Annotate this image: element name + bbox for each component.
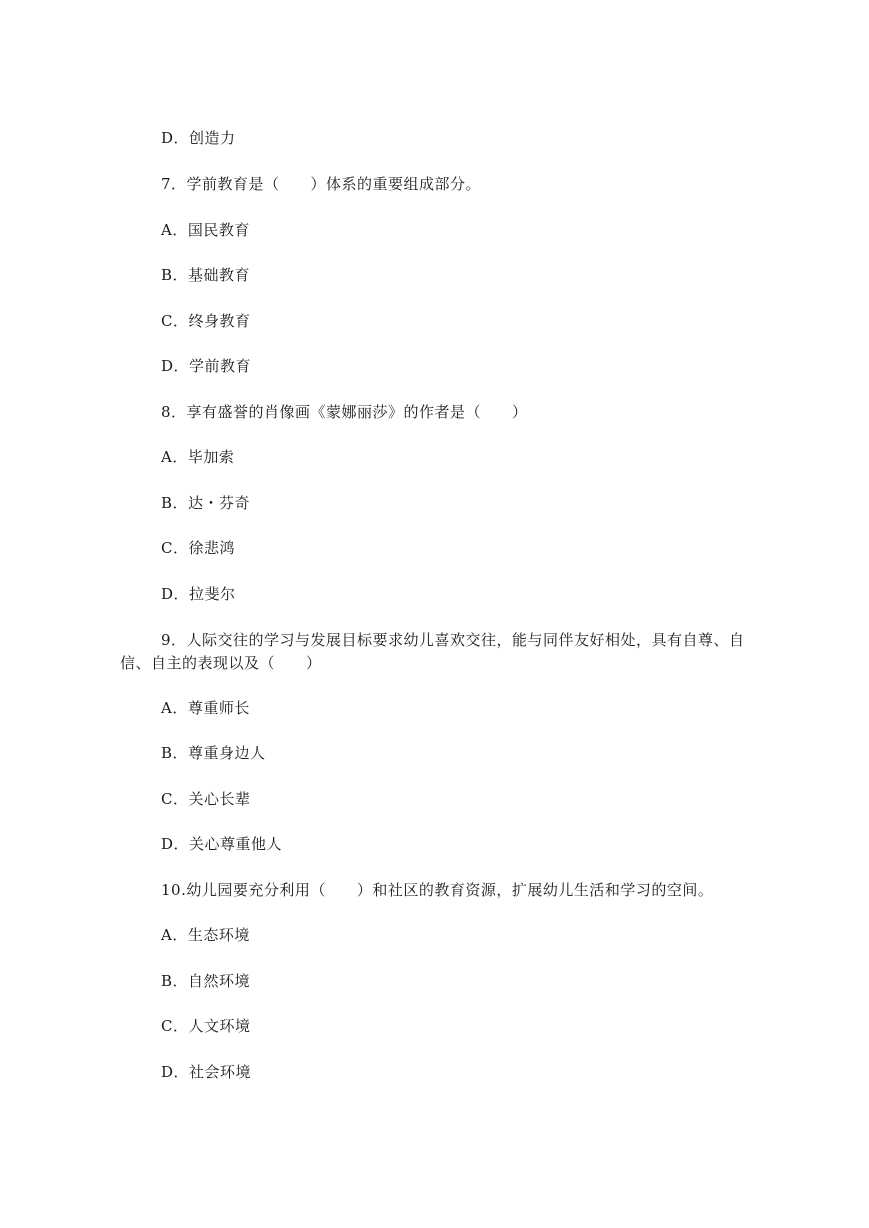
option-q10-c: C．人文环境 (161, 1017, 251, 1035)
option-q7-d: D．学前教育 (161, 357, 252, 375)
option-q7-c: C．终身教育 (161, 312, 251, 330)
option-q9-d: D．关心尊重他人 (161, 835, 283, 853)
option-q6-d: D．创造力 (161, 129, 236, 147)
option-q8-a: A．毕加索 (161, 448, 235, 466)
option-q8-d: D．拉斐尔 (161, 585, 236, 603)
question-9-line-1: 9．人际交往的学习与发展目标要求幼儿喜欢交往，能与同伴友好相处，具有自尊、自 (161, 631, 745, 649)
option-q9-a: A．尊重师长 (161, 699, 250, 717)
option-q10-d: D．社会环境 (161, 1063, 252, 1081)
option-q10-b: B．自然环境 (161, 972, 251, 990)
option-q9-c: C．关心长辈 (161, 790, 251, 808)
question-7: 7．学前教育是（ ）体系的重要组成部分。 (161, 175, 482, 193)
option-q8-b: B．达・芬奇 (161, 494, 251, 512)
option-q10-a: A．生态环境 (161, 926, 250, 944)
question-10: 10.幼儿园要充分利用（ ）和社区的教育资源，扩展幼儿生活和学习的空间。 (161, 881, 714, 899)
question-9-line-2: 信、自主的表现以及（ ） (120, 654, 322, 672)
option-q8-c: C．徐悲鸿 (161, 539, 235, 557)
question-8: 8．享有盛誉的肖像画《蒙娜丽莎》的作者是（ ） (161, 403, 528, 421)
option-q7-b: B．基础教育 (161, 266, 251, 284)
option-q9-b: B．尊重身边人 (161, 744, 266, 762)
option-q7-a: A．国民教育 (161, 221, 250, 239)
